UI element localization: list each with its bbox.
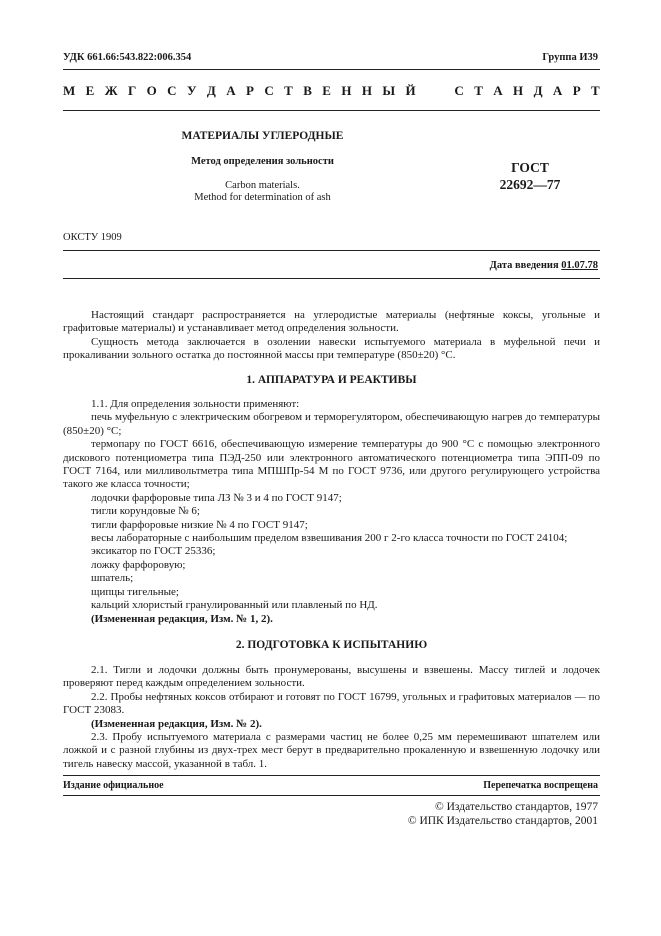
banner-letter: О — [146, 83, 157, 98]
copyright-1977: © Издательство стандартов, 1977 — [434, 801, 598, 813]
intro-section — [63, 309, 600, 363]
banner-letter: Й — [405, 83, 416, 98]
banner-letter: Ы — [382, 83, 396, 98]
intro-paragraph-2: Сущность метода заключается в озолении навески испытуемого материала в муфельной печи и прокаливании зольного остатка до постоянной массы при температуре (850±20) °С. — [63, 335, 600, 362]
okstu-code: ОКСТУ 1909 — [63, 232, 122, 243]
introduction-date — [490, 260, 598, 271]
banner-letter: С — [264, 83, 274, 98]
equipment-item: ложку фарфоровую; — [91, 558, 186, 571]
clause-2-1: 2.1. Тигли и лодочки должны быть пронумерованы, высушены и взвешены. Массу тиглей и лодочек проверяют перед каждым определением зольности. — [63, 664, 600, 690]
section-2-body — [63, 664, 600, 771]
introduction-date-value: 01.07.78 — [561, 260, 598, 271]
english-title-line1: Carbon materials. — [225, 180, 300, 191]
equipment-item: термопару по ГОСТ 6616, обеспечивающую измерение температуры до 900 °С с помощью электронного дискового потенциометра типа ПЭД-250 или электронного автоматического потенциометра типа ЭПП-09 по ГОСТ 7164, или милливольтметра типа МПШПр-54 М по ГОСТ 9736, или другого регулирующего устройства такого же класса точности; — [63, 438, 600, 491]
banner-letter: Е — [322, 83, 331, 98]
clause-1-1: 1.1. Для определения зольности применяют: — [91, 398, 300, 410]
date-rule — [63, 278, 600, 279]
english-title-line2: Method for determination of ash — [194, 192, 331, 203]
banner-letter: Ж — [104, 83, 118, 98]
clause-2-2: 2.2. Пробы нефтяных коксов отбирают и готовят по ГОСТ 16799, угольных и графитовых материалов — по ГОСТ 23083. — [63, 690, 600, 717]
edition-note-2: (Измененная редакция, Изм. № 2). — [91, 717, 262, 730]
clause-2-3: 2.3. Пробу испытуемого материала с размерами частиц не более 0,25 мм перемешивают шпателем или ложкой и с разной глубины из двух-трех мест берут в предварительно прокаленную и взвешенную лодочку или тигель навеску массой, указанной в табл. 1. — [63, 731, 600, 770]
equipment-item: лодочки фарфоровые типа ЛЗ № 3 и 4 по ГОСТ 9147; — [91, 491, 342, 504]
banner-letter: Д — [533, 83, 543, 98]
group-code: Группа И39 — [542, 52, 598, 63]
banner-letter: Т — [474, 83, 483, 98]
banner-letter: А — [552, 83, 563, 98]
section-1-heading: 1. АППАРАТУРА И РЕАКТИВЫ — [246, 374, 417, 386]
section-2-heading: 2. ПОДГОТОВКА К ИСПЫТАНИЮ — [235, 639, 428, 651]
header-rule-bottom — [63, 110, 600, 111]
gost-label: ГОСТ — [511, 160, 549, 175]
equipment-item: кальций хлористый гранулированный или плавленый по НД. — [91, 599, 378, 612]
document-title: МАТЕРИАЛЫ УГЛЕРОДНЫЕ — [181, 130, 344, 142]
interstate-standard-banner — [63, 83, 600, 99]
footer-rule — [63, 775, 600, 776]
banner-letter: Г — [127, 83, 137, 98]
edition-note-1: (Измененная редакция, Изм. № 1, 2). — [91, 612, 273, 625]
banner-letter: С — [167, 83, 177, 98]
equipment-item: тигли фарфоровые низкие № 4 по ГОСТ 9147; — [91, 518, 308, 531]
okstu-rule — [63, 250, 600, 251]
banner-letter: Е — [85, 83, 95, 98]
intro-paragraph-1: Настоящий стандарт распространяется на углеродистые материалы (нефтяные коксы, угольные и графитовые материалы) и устанавливает метод определения зольности. — [63, 309, 600, 335]
equipment-item: тигли корундовые № 6; — [91, 505, 200, 518]
equipment-item: печь муфельную с электрическим обогревом и терморегулятором, обеспечивающую нагрев до температуры (850±20) °С; — [63, 411, 600, 437]
banner-letter: А — [493, 83, 503, 98]
equipment-item: щипцы тигельные; — [91, 585, 179, 598]
banner-letter: С — [454, 83, 464, 98]
banner-letter: Т — [284, 83, 293, 98]
document-subtitle: Метод определения зольности — [191, 156, 334, 167]
footer-rule-bottom — [63, 795, 600, 796]
banner-letter: Д — [206, 83, 216, 98]
reprint-prohibited-label: Перепечатка воспрещена — [483, 780, 598, 791]
banner-letter: М — [63, 83, 76, 98]
udk-code: УДК 661.66:543.822:006.354 — [63, 52, 192, 63]
header-rule-top — [63, 69, 600, 70]
equipment-item: эксикатор по ГОСТ 25336; — [91, 545, 216, 558]
official-edition-label: Издание официальное — [63, 780, 164, 791]
banner-letter: Н — [513, 83, 524, 98]
banner-letter: Р — [572, 83, 581, 98]
section-1-body — [63, 398, 600, 626]
introduction-date-label: Дата введения — [489, 260, 562, 271]
banner-letter: А — [226, 83, 236, 98]
banner-letter: Т — [591, 83, 600, 98]
banner-letter: У — [186, 83, 197, 98]
equipment-item: шпатель; — [91, 572, 134, 585]
banner-letter: В — [303, 83, 312, 98]
copyright-2001: © ИПК Издательство стандартов, 2001 — [407, 815, 598, 827]
gost-number: 22692—77 — [499, 177, 561, 192]
banner-letter: Р — [246, 83, 254, 98]
banner-letter: Н — [361, 83, 372, 98]
equipment-item: весы лабораторные с наибольшим пределом взвешивания 200 г 2-го класса точности по ГОСТ 24104; — [91, 532, 568, 545]
banner-letter: Н — [341, 83, 352, 98]
